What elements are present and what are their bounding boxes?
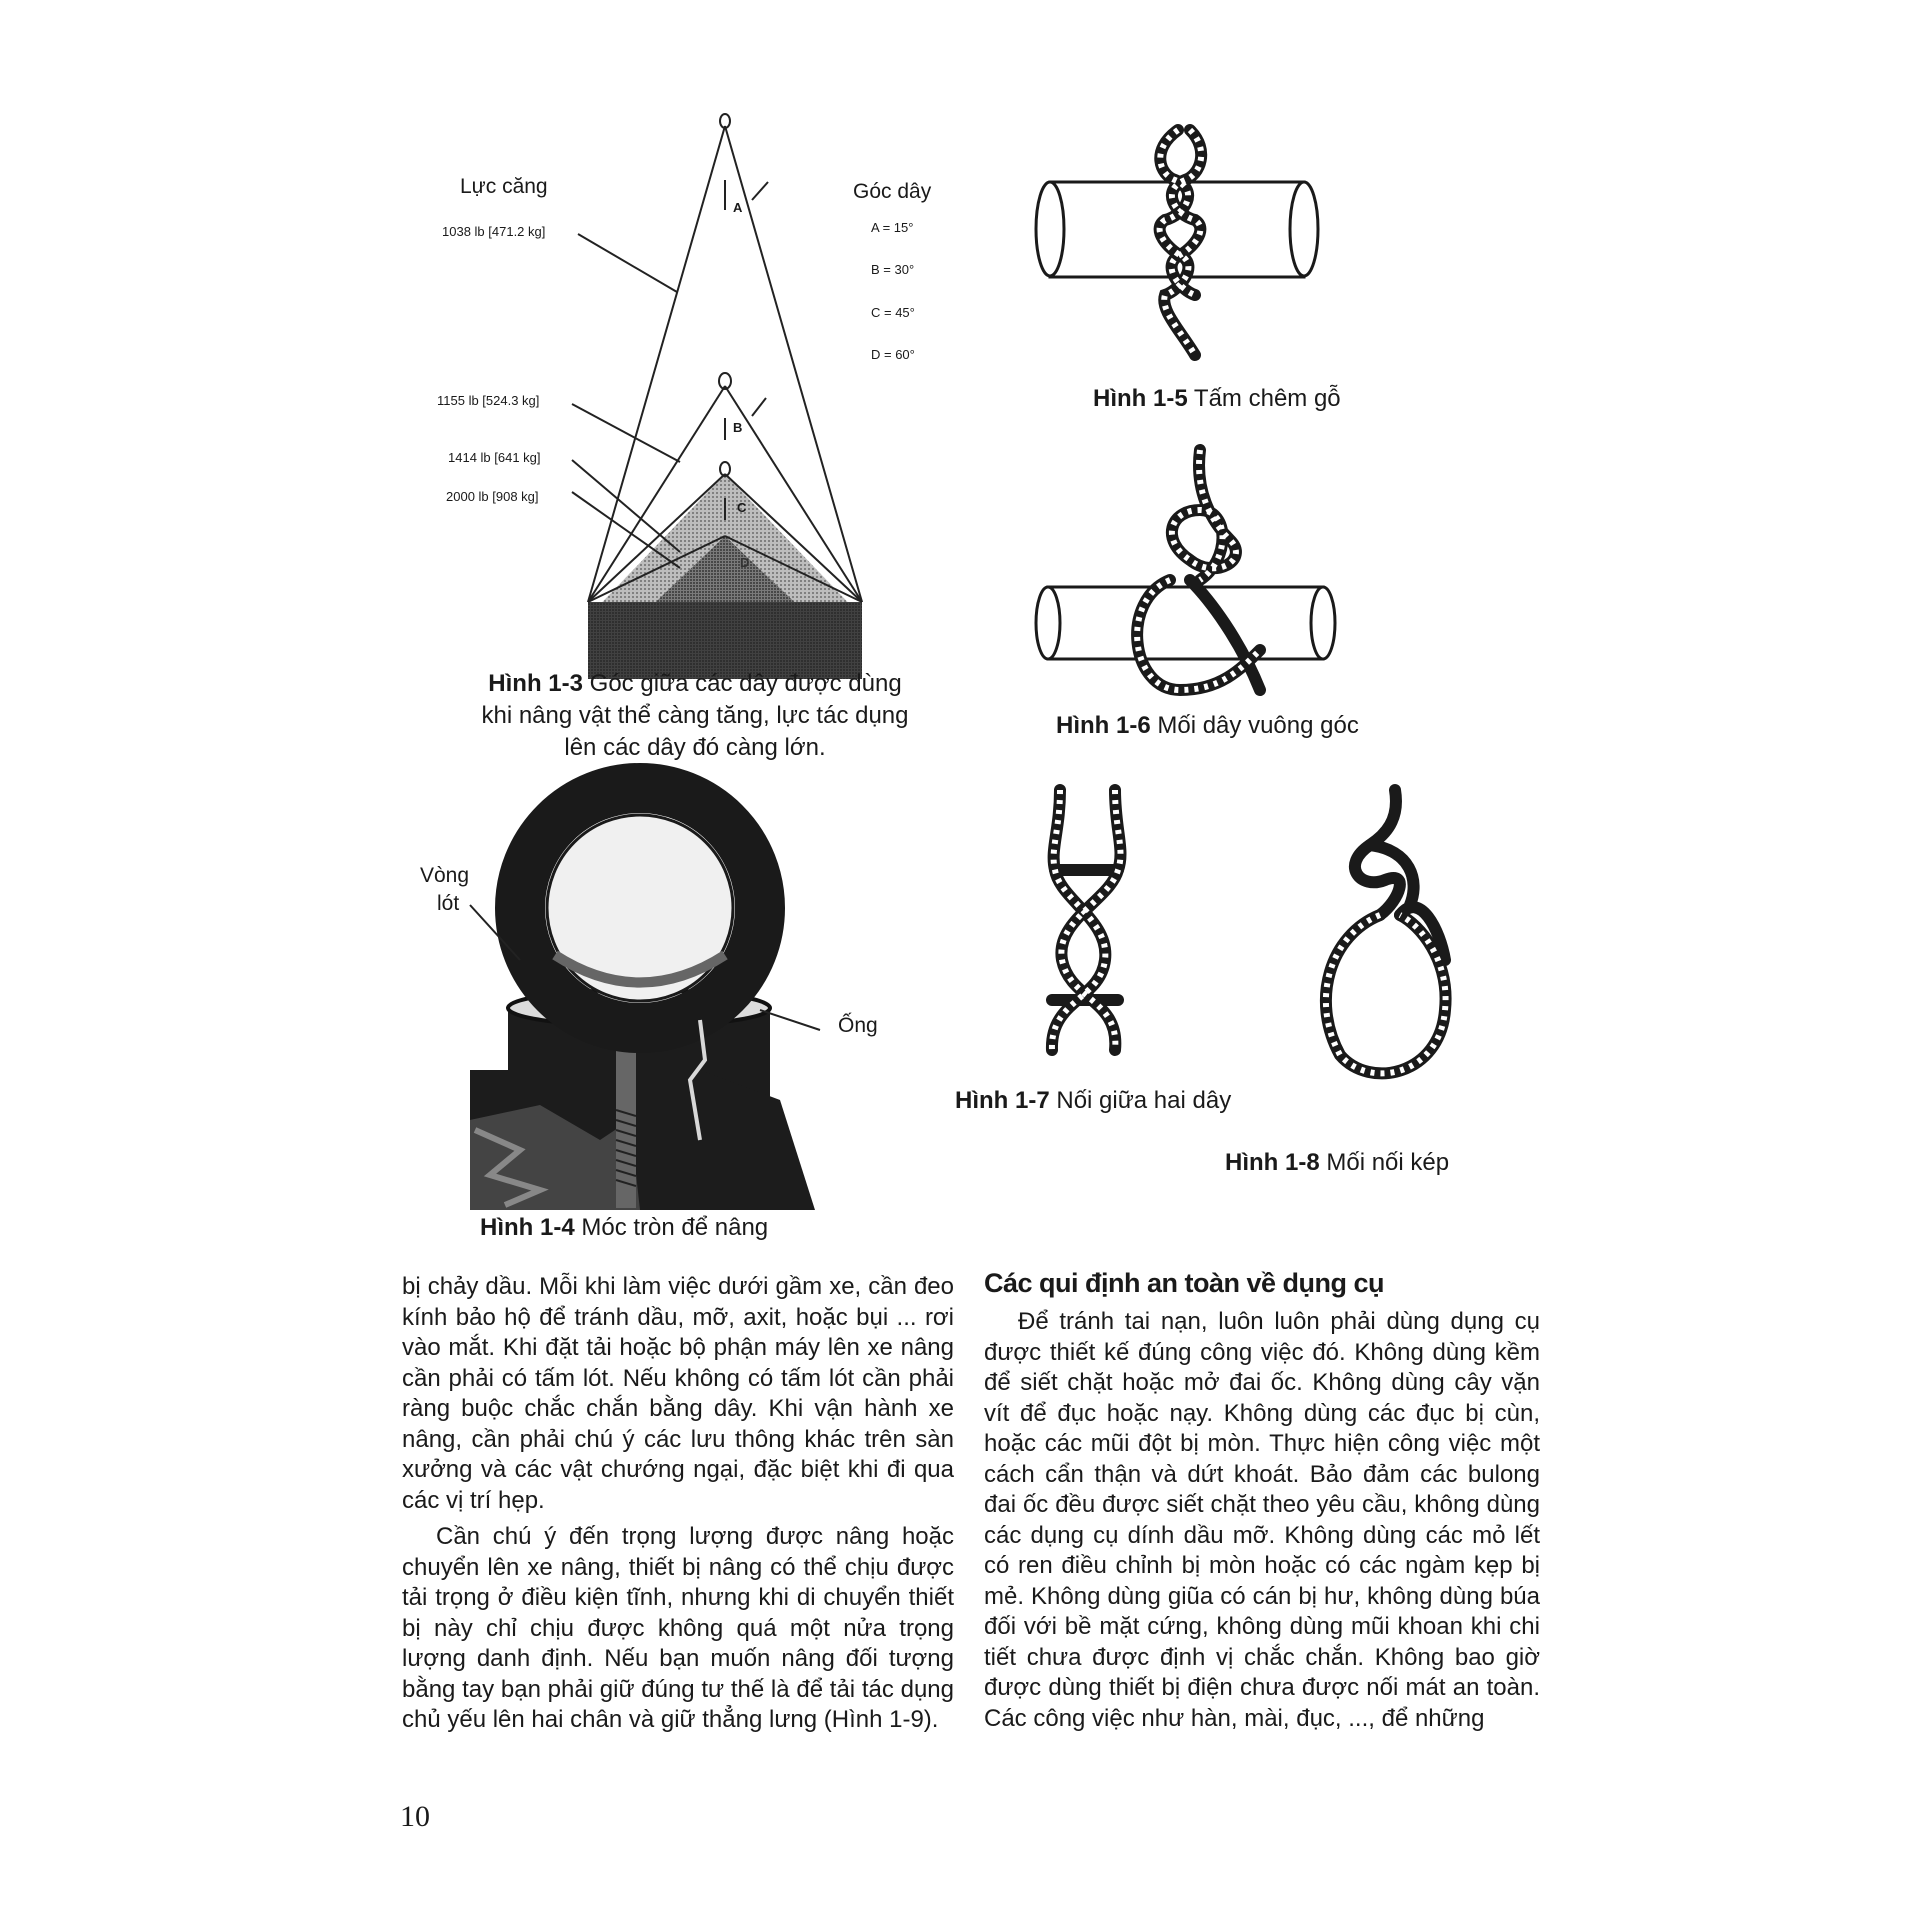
tension-value-2: 1155 lb [524.3 kg] [437, 393, 540, 408]
caption-line-3: lên các dây đó càng lớn. [564, 734, 826, 761]
angle-value-b: B = 30° [871, 262, 915, 277]
tension-value-3: 1414 lb [641 kg] [448, 450, 541, 465]
caption-text: Mối dây vuông góc [1157, 712, 1359, 739]
caption-number: Hình 1-7 [955, 1087, 1050, 1114]
caption-number: Hình 1-4 [480, 1214, 575, 1241]
figure-1-8-caption [1225, 1147, 1449, 1179]
tension-value-4: 2000 lb [908 kg] [446, 489, 539, 504]
right-column [984, 1268, 1540, 1734]
angle-label: Góc dây [853, 180, 932, 203]
caption-number: Hình 1-3 [488, 670, 583, 697]
caption-text: Móc tròn để nâng [581, 1214, 769, 1241]
pipe-label: Ống [838, 1014, 878, 1037]
angle-letter-b: B [733, 420, 743, 435]
left-column [402, 1272, 954, 1736]
caption-number: Hình 1-6 [1056, 712, 1151, 739]
ring-label-2: lót [437, 892, 460, 915]
caption-text: Nối giữa hai dây [1056, 1087, 1232, 1114]
angle-letter-c: C [737, 500, 747, 515]
left-paragraph-1: bị chảy dầu. Mỗi khi làm việc dưới gầm xe, cần đeo kính bảo hộ để tránh dầu, mỡ, axit, hoặc bụi ... rơi vào mắt. Khi đặt tải hoặc bộ phận máy lên xe nâng cần phải có tấm lót. Nếu không có tấm lót cần phải ràng buộc chắc chắn bằng dây. Khi vận hành xe nâng, cần phải chú ý các lưu thông khác trên sàn xưởng và các vật chướng ngại, đặc biệt khi đi qua các vị trí hẹp. [402, 1273, 954, 1514]
right-paragraph-1: Để tránh tai nạn, luôn luôn phải dùng dụng cụ được thiết kế đúng công việc đó. Không dùng kềm để siết chặt hoặc mở đai ốc. Không dùng cây vặn vít để đục hoặc nạy. Không dùng các đục bị cùn, hoặc các mũi đột bị mòn. Thực hiện công việc một cách cẩn thận và dứt khoát. Bảo đảm các bulong đai ốc đều được siết chặt theo yêu cầu, không dùng các dụng cụ dính dầu mỡ. Không dùng các mỏ lết có ren điều chỉnh bị mòn hoặc có các ngàm kẹp bị mẻ. Không dùng giũa có cán bị hư, không dùng búa đối với bề mặt cứng, không dùng mũi khoan khi chi tiết chưa được định vị chắc chắn. Không bao giờ được dùng thiết bị điện chưa được nối mát an toàn. Các công việc như hàn, mài, đục, ..., để những [984, 1308, 1540, 1732]
caption-number: Hình 1-8 [1225, 1149, 1320, 1176]
angle-value-a: A = 15° [871, 220, 914, 235]
tension-label: Lực căng [460, 175, 548, 198]
caption-text: Mối nối kép [1326, 1149, 1450, 1176]
caption-text: Tấm chêm gỗ [1193, 385, 1341, 412]
angle-letter-a: A [733, 200, 743, 215]
angle-value-c: C = 45° [871, 305, 915, 320]
page-number: 10 [400, 1800, 430, 1833]
caption-line-2: khi nâng vật thể càng tăng, lực tác dụng [481, 702, 909, 729]
ring-label-1: Vòng [420, 864, 470, 887]
section-heading: Các qui định an toàn về dụng cụ [984, 1268, 1385, 1298]
caption-number: Hình 1-5 [1093, 385, 1188, 412]
tension-value-1: 1038 lb [471.2 kg] [442, 224, 546, 239]
angle-value-d: D = 60° [871, 347, 915, 362]
left-paragraph-2: Cần chú ý đến trọng lượng được nâng hoặc chuyển lên xe nâng, thiết bị nâng có thể chịu được tải trọng ở điều kiện tĩnh, nhưng khi di chuyển thiết bị này chỉ chịu được không quá một nửa trọng lượng danh định. Nếu bạn muốn nâng đối tượng bằng tay bạn phải giữ đúng tư thế là để tải tác dụng chủ yếu lên hai chân và giữ thẳng lưng (Hình 1-9). [402, 1523, 954, 1733]
caption-line-1: Góc giữa các dây được dùng [589, 670, 902, 697]
angle-letter-d: D [740, 555, 750, 570]
